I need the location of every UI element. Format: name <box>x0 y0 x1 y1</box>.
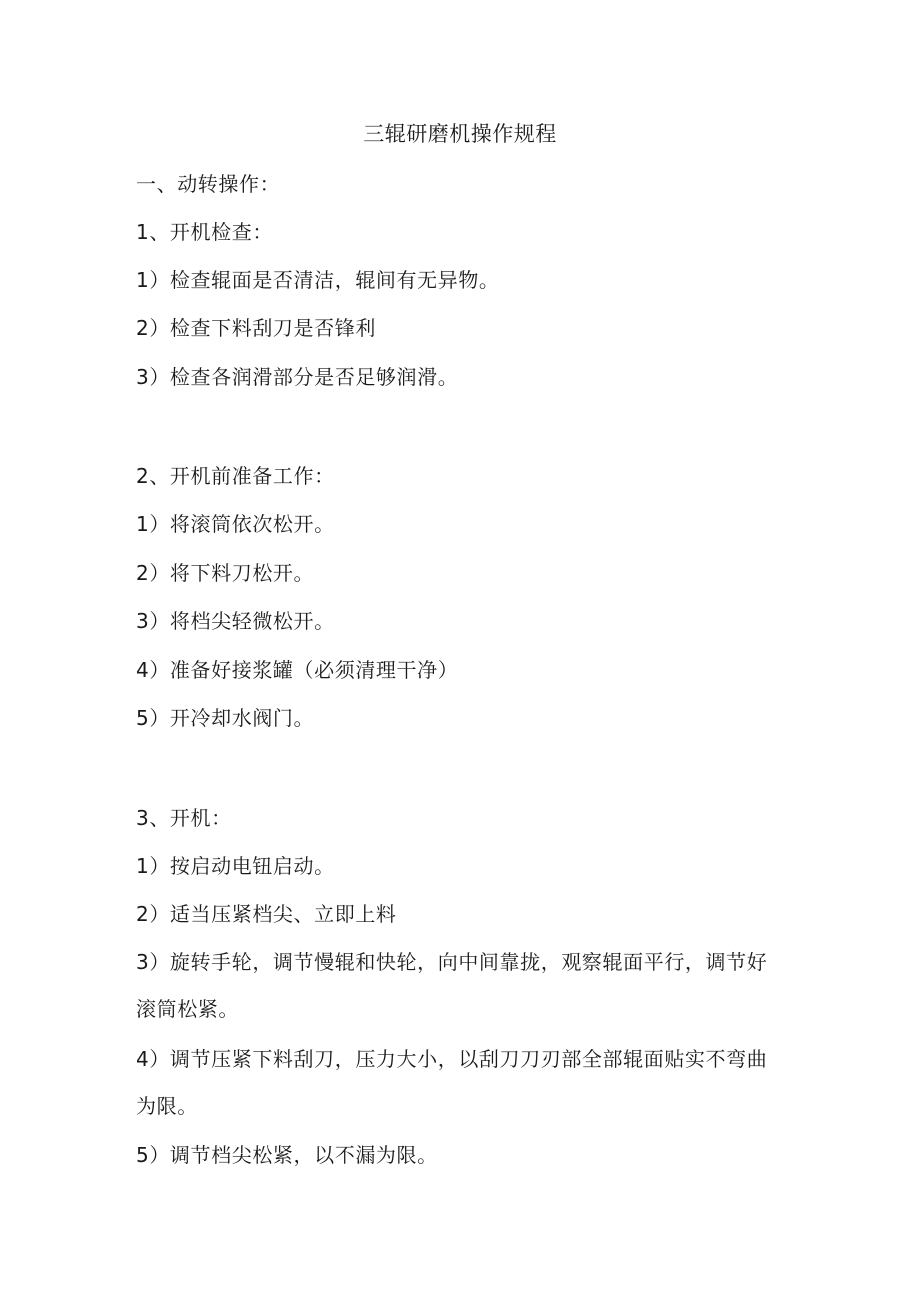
list-item: 2）将下料刀松开。 <box>136 561 315 585</box>
list-item: 4）调节压紧下料刮刀，压力大小，以刮刀刀刃部全部辊面贴实不弯曲为限。 <box>136 1047 768 1118</box>
subsection-heading-preparation: 2、开机前准备工作： <box>136 464 335 488</box>
section-heading: 一、动转操作： <box>136 172 281 196</box>
list-item: 5）调节档尖松紧，以不漏为限。 <box>136 1143 438 1167</box>
subsection-heading-startup: 3、开机： <box>136 806 232 830</box>
list-item: 1）将滚筒依次松开。 <box>136 512 335 536</box>
list-item: 2）适当压紧档尖、立即上料 <box>136 902 397 926</box>
list-item: 4）准备好接浆罐（必须清理干净） <box>136 658 459 682</box>
list-item: 1）检查辊面是否清洁，辊间有无异物。 <box>136 268 500 292</box>
document-title: 三辊研磨机操作规程 <box>363 122 557 146</box>
list-item: 5）开冷却水阀门。 <box>136 706 315 730</box>
list-item: 3）将档尖轻微松开。 <box>136 609 335 633</box>
list-item: 1）按启动电钮启动。 <box>136 854 335 878</box>
subsection-heading-check: 1、开机检查： <box>136 220 273 244</box>
list-item: 3）检查各润滑部分是否足够润滑。 <box>136 365 459 389</box>
list-item: 2）检查下料刮刀是否锋利 <box>136 316 376 340</box>
list-item: 3）旋转手轮，调节慢辊和快轮，向中间靠拢，观察辊面平行，调节好滚筒松紧。 <box>136 950 768 1021</box>
